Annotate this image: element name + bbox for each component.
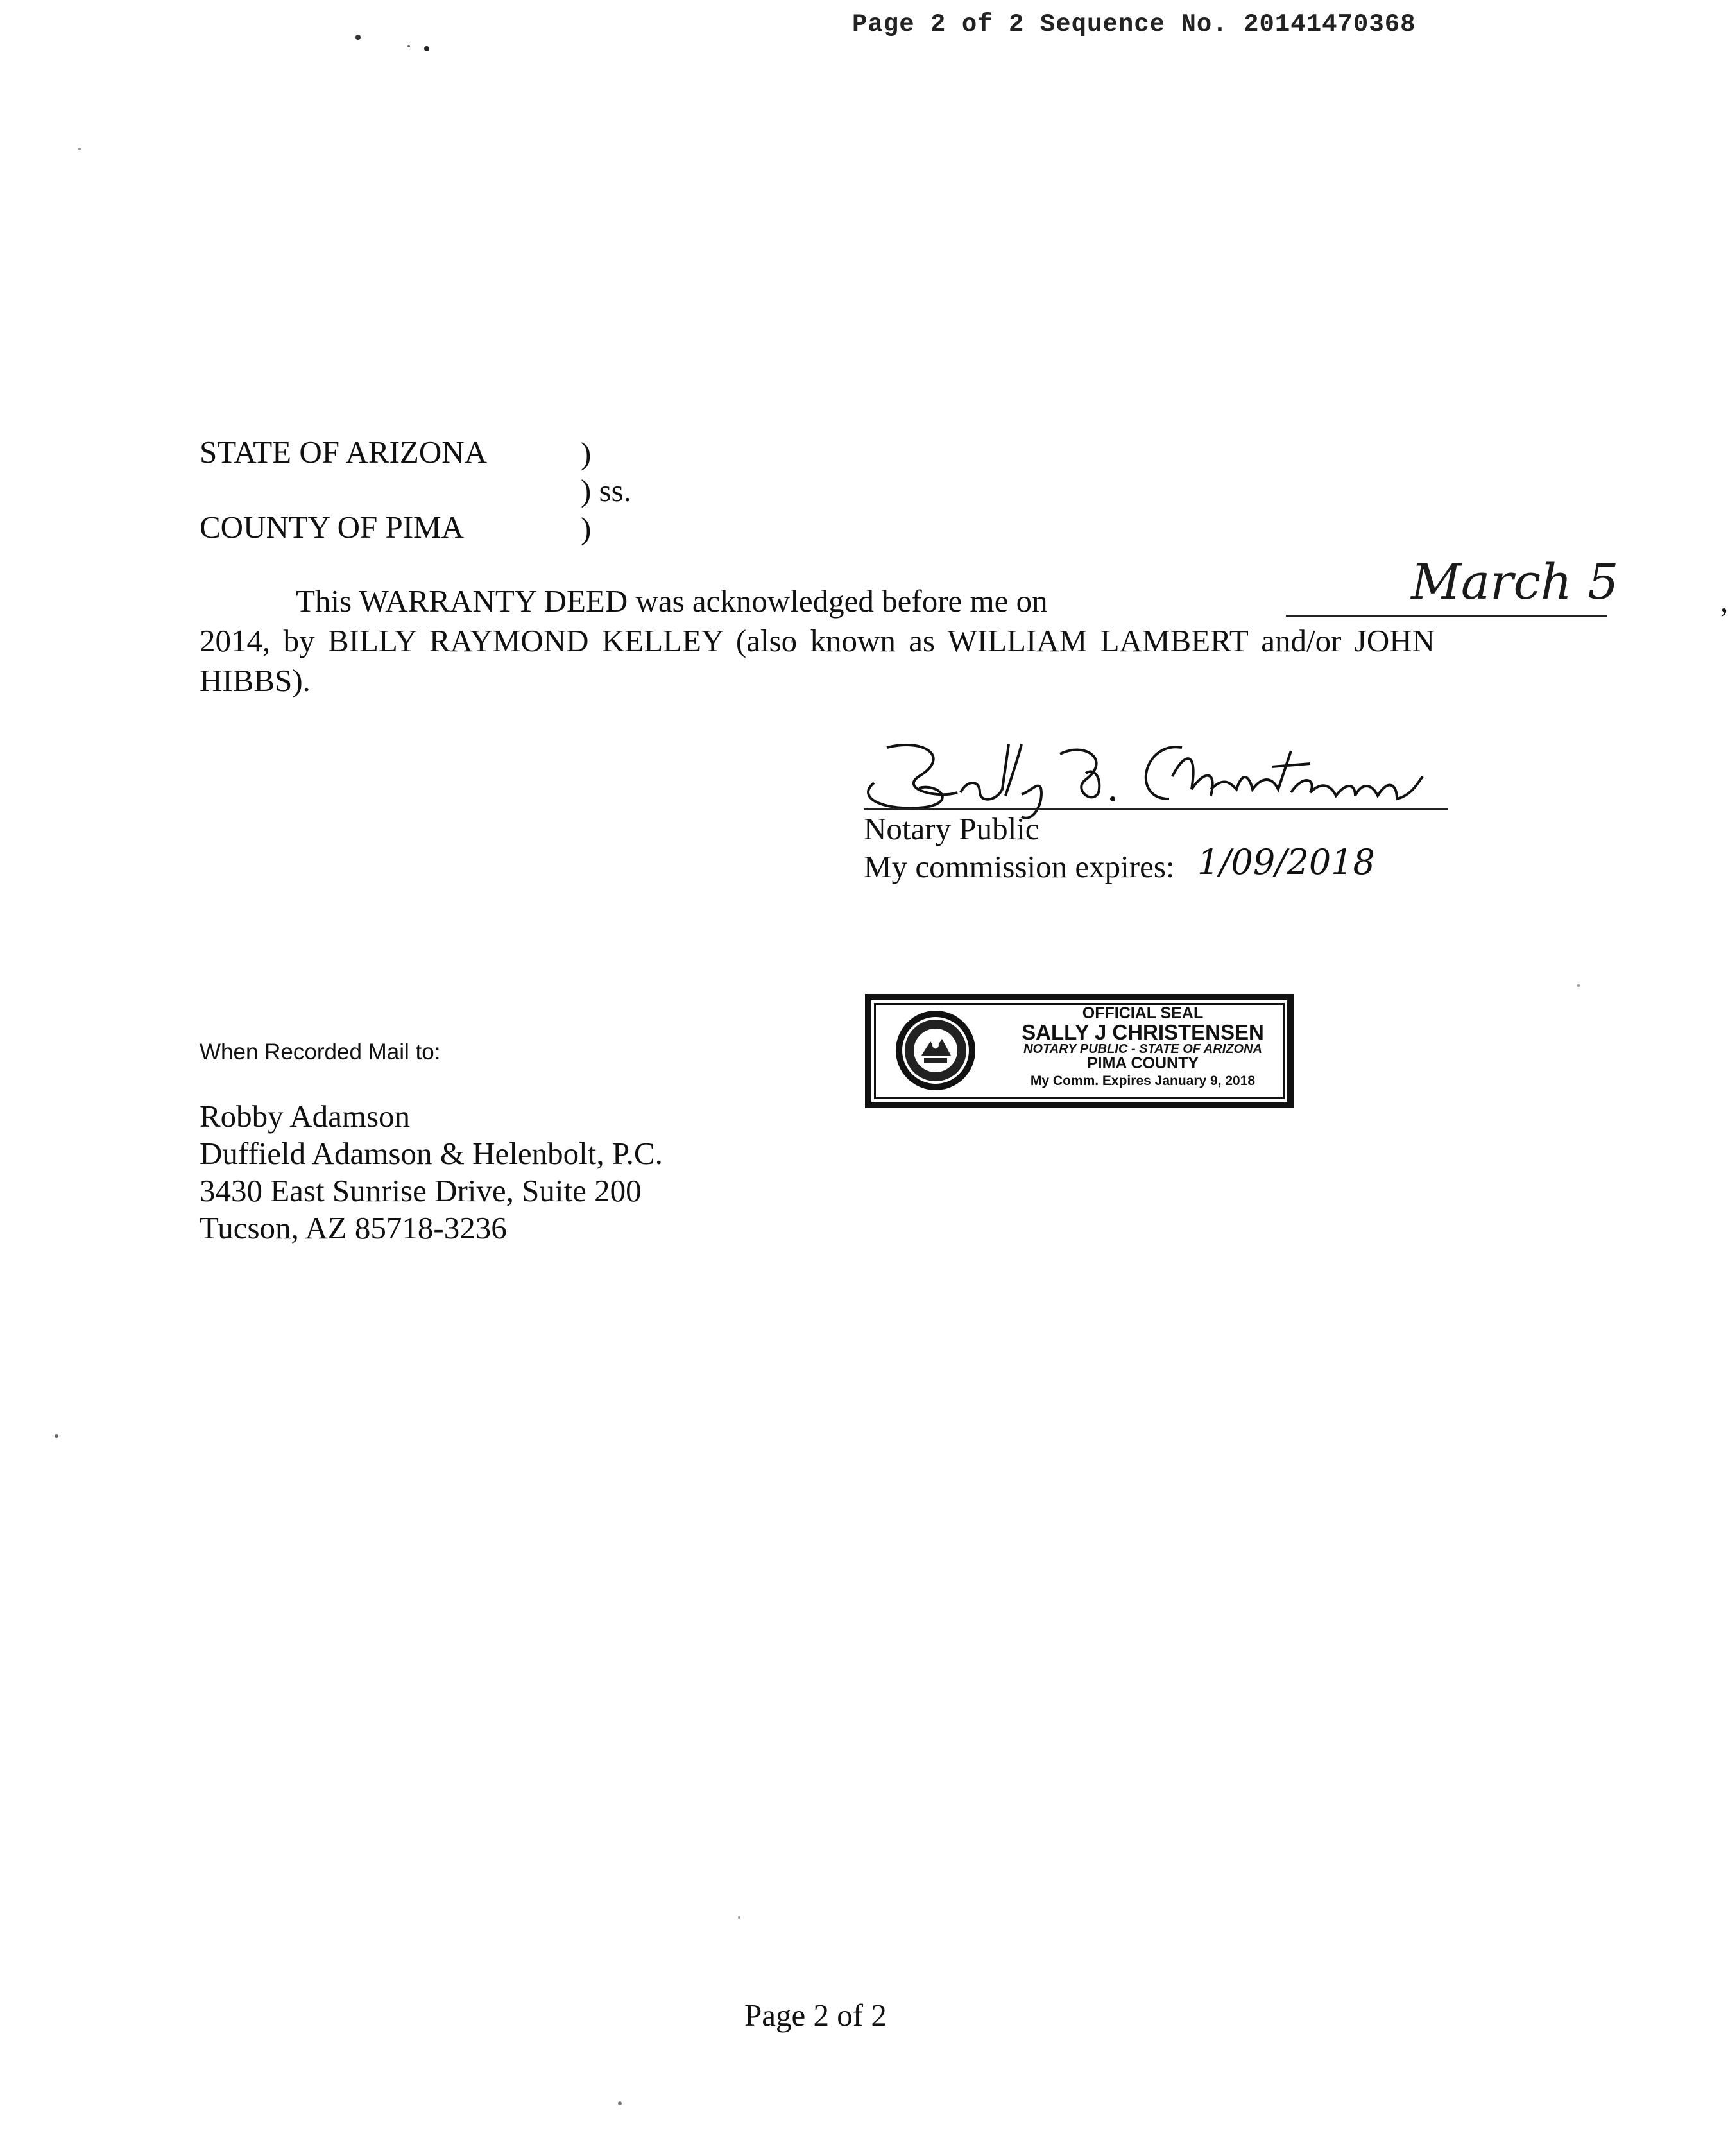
seal-line-state: NOTARY PUBLIC - STATE OF ARIZONA [1023,1042,1262,1056]
address-line: Tucson, AZ 85718-3236 [200,1210,507,1245]
recording-sequence-stamp: Page 2 of 2 Sequence No. 20141470368 [852,10,1416,38]
venue-paren-open: ) [581,436,592,471]
date-underline [1286,615,1607,617]
seal-line-expiry: My Comm. Expires January 9, 2018 [1030,1074,1256,1088]
notary-title: Notary Public [864,811,1039,846]
venue-ss: ) ss. [581,473,631,508]
venue-county: COUNTY OF PIMA [200,509,465,545]
return-address [200,1098,663,1247]
address-line: 3430 East Sunrise Drive, Suite 200 [200,1173,642,1208]
page-number-footer: Page 2 of 2 [744,1998,887,2033]
acknowledgment-paragraph [200,553,1728,701]
mail-to-label: When Recorded Mail to: [200,1040,441,1065]
date-comma: , [1720,583,1728,619]
seal-text [1011,1005,1274,1088]
seal-line-name: SALLY J CHRISTENSEN [1022,1020,1264,1044]
state-seal-emblem-icon [893,1008,978,1093]
handwritten-date: March 5 [1411,553,1619,610]
commission-date: 1/09/2018 [1197,842,1375,882]
acknowledgment-rest: 2014, by BILLY RAYMOND KELLEY (also known as WILLIAM LAMBERT and/or JOHN HIBBS). [200,623,1435,698]
address-line: Robby Adamson [200,1099,411,1134]
seal-line-county: PIMA COUNTY [1086,1054,1199,1072]
venue-state: STATE OF ARIZONA [200,434,487,470]
commission-label: My commission expires: [864,849,1175,884]
commission-expiry [864,842,1375,885]
notary-official-seal [865,994,1294,1108]
venue-paren-close: ) [581,511,592,546]
address-line: Duffield Adamson & Helenbolt, P.C. [200,1136,663,1171]
seal-line-official: OFFICIAL SEAL [1082,1004,1204,1022]
acknowledgment-lead: This WARRANTY DEED was acknowledged before me on [296,583,1048,619]
